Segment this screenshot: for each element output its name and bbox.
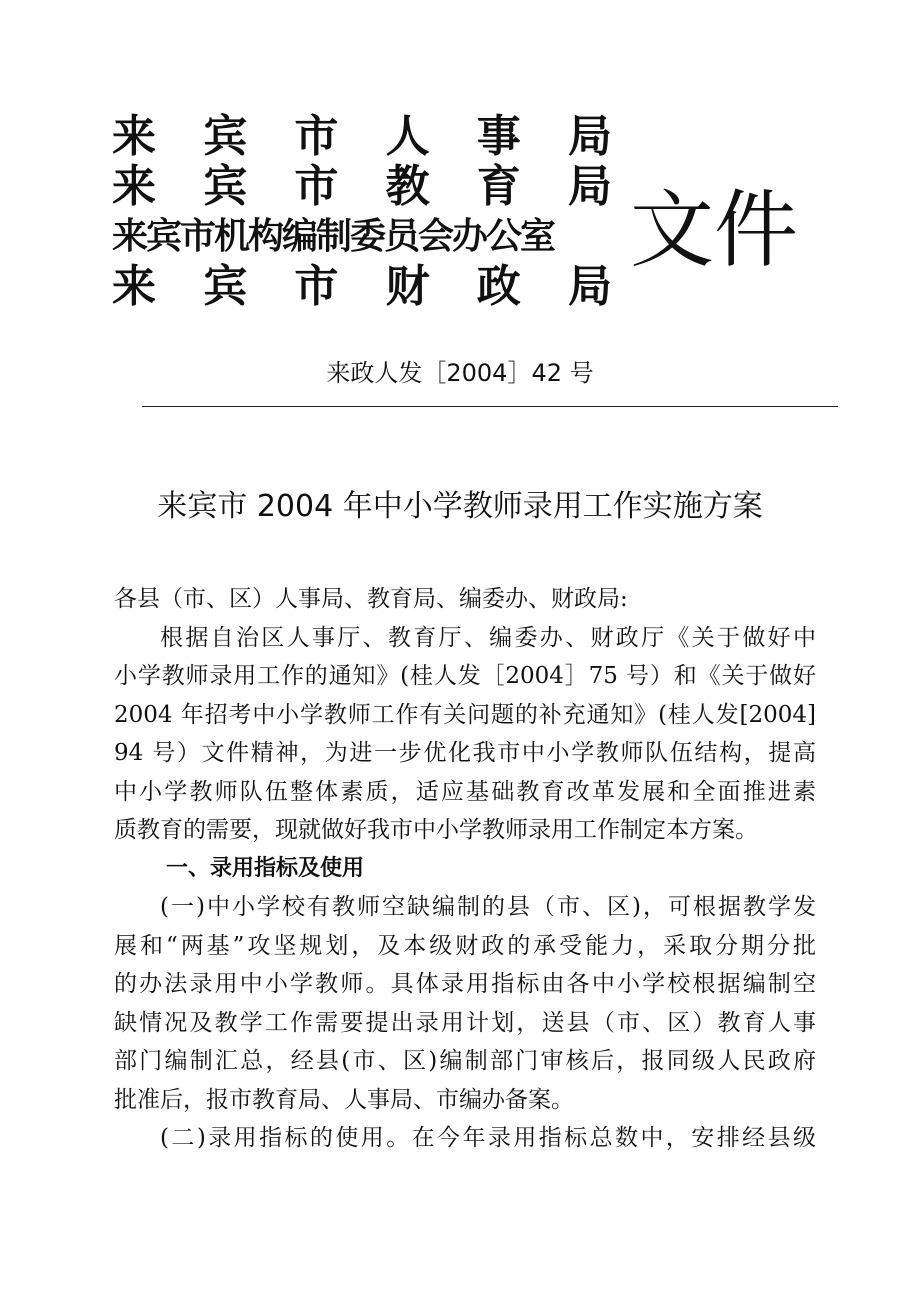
paragraph-line: 批准后，报市教育局、人事局、市编办备案。 xyxy=(114,1086,574,1113)
document-title: 来宾市 2004 年中小学教师录用工作实施方案 xyxy=(157,489,763,524)
paragraph-line: 展和“两基”攻坚规划，及本级财政的承受能力，采取分期分批 xyxy=(114,932,816,959)
paragraph-line: (二)录用指标的使用。在今年录用指标总数中，安排经县级 xyxy=(160,1125,816,1151)
issuing-authorities xyxy=(112,112,612,312)
issuer-finance-bureau: 来 宾 市 财 政 局 xyxy=(112,261,612,312)
section-heading: 一、录用指标及使用 xyxy=(166,855,365,881)
paragraph-line: 根据自治区人事厅、教育厅、编委办、财政厅《关于做好中 xyxy=(160,624,816,651)
paragraph-line: 小学教师录用工作的通知》(桂人发［2004］75 号）和《关于做好 xyxy=(114,663,816,689)
paragraph-line: 缺情况及教学工作需要提出录用计划，送县（市、区）教育人事 xyxy=(114,1009,816,1036)
document-label: 文件 xyxy=(630,181,799,279)
paragraph-line: 2004 年招考中小学教师工作有关问题的补充通知》(桂人发[2004] xyxy=(114,701,816,728)
document-number: 来政人发［2004］42 号 xyxy=(326,359,594,387)
issuer-staffing-office: 来宾市机构编制委员会办公室 xyxy=(112,216,555,257)
paragraph-line: 的办法录用中小学教师。具体录用指标由各中小学校根据编制空 xyxy=(114,971,816,997)
issuer-education-bureau: 来 宾 市 教 育 局 xyxy=(112,161,612,212)
issuer-personnel-bureau: 来 宾 市 人 事 局 xyxy=(112,111,612,162)
paragraph-line: 质教育的需要，现就做好我市中小学教师录用工作制定本方案。 xyxy=(114,817,758,843)
paragraph-line: 94 号）文件精神，为进一步优化我市中小学教师队伍结构，提高 xyxy=(114,740,816,766)
paragraph-line: 中小学教师队伍整体素质，适应基础教育改革发展和全面推进素 xyxy=(114,778,816,805)
paragraph-line: 部门编制汇总，经县(市、区)编制部门审核后，报同级人民政府 xyxy=(114,1048,816,1074)
paragraph-line: (一)中小学校有教师空缺编制的县（市、区)，可根据教学发 xyxy=(160,894,816,920)
header-divider xyxy=(142,406,838,407)
document-body xyxy=(114,580,816,1158)
salutation: 各县（市、区）人事局、教育局、编委办、财政局: xyxy=(114,586,628,612)
